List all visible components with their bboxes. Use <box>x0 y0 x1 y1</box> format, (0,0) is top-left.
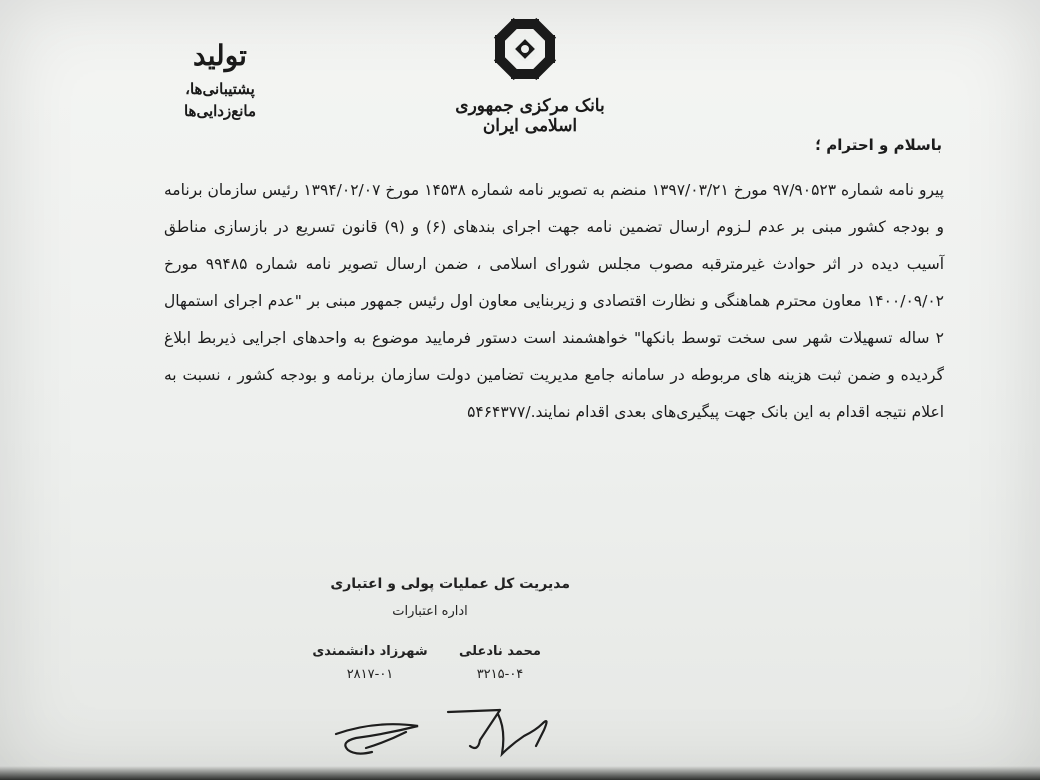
bank-name: بانک مرکزی جمهوری اسلامی ایران <box>455 96 605 136</box>
handwritten-signature-1 <box>440 700 560 764</box>
signer-1-name: محمد نادعلی <box>459 644 541 659</box>
signature-department: اداره اعتبارات <box>392 604 468 619</box>
slogan <box>150 40 290 122</box>
letter-paragraph: پیرو نامه شماره ۹۷/۹۰۵۲۳ مورخ ۱۳۹۷/۰۳/۲۱ منضم به تصویر نامه شماره ۱۴۵۳۸ مورخ ۱۳۹۴/۰۲/۰۷ رئیس سازمان برنامه و بودجه کشور مبنی بر عدم لـزوم ارسال تضمین نامه جهت اجرای بندهای (۶) و (۹) قانون تسریع در بازسازی مناطق آسیب دیده در اثر حوادث غیرمترقبه مصوب مجلس شورای اسلامی ، ضمن ارسال تصویر نامه شماره ۹۹۴۸۵ مورخ ۱۴۰۰/۰۹/۰۲ معاون محترم هماهنگی و نظارت اقتصادی و زیربنایی معاون اول رئیس جمهور مبنی بر "عدم اجرای استمهال ۲ ساله تسهیلات شهر سی سخت توسط بانکها" خواهشمند است دستور فرمایید موضوع به واحدهای اجرایی ذیربط ابلاغ گردیده و ضمن ثبت هزینه های مربوطه در سامانه جامع مدیریت تضامین دولت سازمان برنامه و بودجه کشور ، نسبت به اعلام نتیجه اقدام به این بانک جهت پیگیری‌های بعدی اقدام نمایند./۵۴۶۴۳۷۷ <box>164 181 945 421</box>
signer-1 <box>440 644 560 682</box>
signer-2 <box>310 644 430 682</box>
signature-block <box>290 576 570 619</box>
slogan-sub: پشتیبانی‌ها، مانع‌زدایی‌ها <box>183 80 256 120</box>
signature-title: مدیریت کل عملیات پولی و اعتباری <box>330 576 570 592</box>
signer-2-code: ۲۸۱۷-۰۱ <box>346 667 394 682</box>
greeting: باسلام و احترام ؛ <box>815 136 942 154</box>
signer-2-name: شهرزاد دانشمندی <box>312 644 428 659</box>
handwritten-signature-2 <box>326 712 426 764</box>
signer-1-code: ۳۲۱۵-۰۴ <box>476 667 524 682</box>
slogan-main: تولید <box>193 39 247 72</box>
central-bank-emblem-icon <box>490 14 560 84</box>
letter-body <box>164 172 944 431</box>
